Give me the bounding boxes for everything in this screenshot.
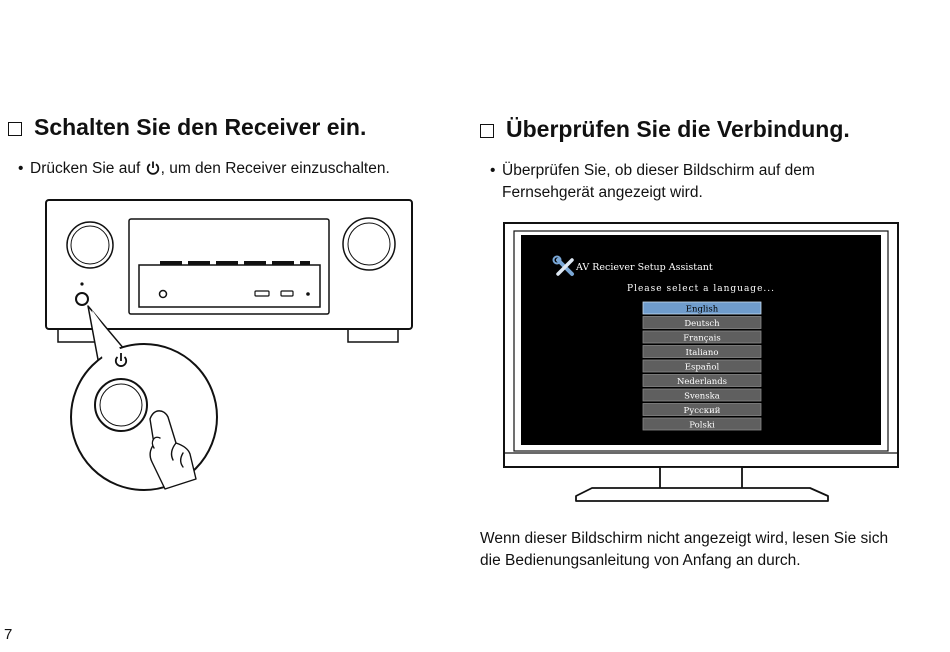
left-heading <box>8 114 366 141</box>
right-note-line1: Wenn dieser Bildschirm nicht angezeigt wird, lesen Sie sich <box>480 530 889 547</box>
right-note-line2: die Bedienungsanleitung von Anfang an durch. <box>480 552 801 569</box>
left-knob <box>67 222 113 268</box>
power-icon <box>145 160 161 176</box>
language-option-label: English <box>685 304 719 315</box>
language-option-label: Italiano <box>685 347 719 358</box>
right-heading <box>480 116 850 143</box>
language-option-deutsch[interactable] <box>643 317 761 329</box>
language-option-français[interactable] <box>643 331 761 343</box>
language-option-label: Polski <box>689 420 715 431</box>
right-note <box>480 528 888 572</box>
receiver-foot-right <box>348 328 398 342</box>
bullet-dot-icon: • <box>18 160 24 177</box>
language-option-español[interactable] <box>643 360 761 372</box>
left-heading-text: Schalten Sie den Receiver ein. <box>34 114 367 140</box>
tv-stand-base <box>576 488 828 501</box>
right-knob <box>343 218 395 270</box>
left-bullet <box>18 158 390 180</box>
receiver-illustration <box>40 196 420 501</box>
right-bullet-line2: Fernsehgerät angezeigt wird. <box>502 184 703 201</box>
language-option-svenska[interactable] <box>643 389 761 401</box>
right-heading-text: Überprüfen Sie die Verbindung. <box>506 116 850 142</box>
checkbox-icon <box>8 122 22 136</box>
language-option-label: Русский <box>683 405 721 416</box>
language-option-label: Français <box>683 333 721 344</box>
language-option-nederlands[interactable] <box>643 375 761 387</box>
checkbox-icon <box>480 124 494 138</box>
language-option-label: Svenska <box>684 391 720 402</box>
right-bullet-line1: Überprüfen Sie, ob dieser Bildschirm auf dem <box>502 162 815 179</box>
right-bullet <box>490 160 815 204</box>
tv-stand-neck <box>660 467 742 489</box>
language-option-italiano[interactable] <box>643 346 761 358</box>
callout-power-button <box>95 379 147 431</box>
bullet-dot-icon: • <box>490 162 496 179</box>
language-option-label: Deutsch <box>684 318 720 329</box>
language-prompt: Please select a language... <box>627 284 775 294</box>
tv-illustration <box>500 220 902 506</box>
language-option-label: Nederlands <box>676 376 728 387</box>
setup-app-title: AV Reciever Setup Assistant <box>576 262 713 273</box>
power-button[interactable] <box>76 293 88 305</box>
page-number: 7 <box>4 626 13 643</box>
left-bullet-text-after: , um den Receiver einzuschalten. <box>160 160 390 177</box>
left-bullet-text-before: Drücken Sie auf <box>30 160 141 177</box>
language-option-polski[interactable] <box>643 418 761 430</box>
language-list <box>643 302 761 430</box>
language-option-label: Español <box>684 362 720 373</box>
language-option-english[interactable] <box>643 302 761 314</box>
language-option-русский[interactable] <box>643 404 761 416</box>
